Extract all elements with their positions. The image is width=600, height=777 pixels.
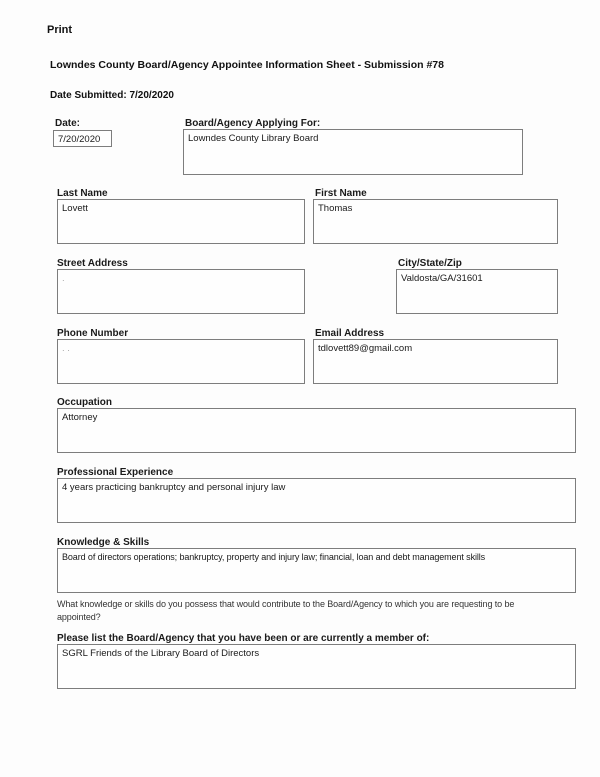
- first-name-field: Thomas: [313, 199, 558, 244]
- phone-number-label: Phone Number: [57, 328, 129, 339]
- email-address-label: Email Address: [315, 328, 385, 339]
- professional-experience-field: 4 years practicing bankruptcy and personal injury law: [57, 478, 576, 523]
- last-name-label: Last Name: [57, 188, 108, 199]
- member-of-field: SGRL Friends of the Library Board of Directors: [57, 644, 576, 689]
- knowledge-skills-field: Board of directors operations; bankruptcy, property and injury law; financial, loan and debt management skills: [57, 548, 576, 593]
- occupation-field: Attorney: [57, 408, 576, 453]
- city-state-zip-label: City/State/Zip: [398, 258, 462, 269]
- knowledge-skills-helper-text: What knowledge or skills do you possess that would contribute to the Board/Agency to which you are requesting to be appointed?: [57, 599, 515, 623]
- last-name-field: Lovett: [57, 199, 305, 244]
- occupation-label: Occupation: [57, 397, 113, 408]
- professional-experience-label: Professional Experience: [57, 467, 174, 478]
- member-of-label: Please list the Board/Agency that you have been or are currently a member of:: [57, 633, 430, 644]
- email-address-field: tdlovett89@gmail.com: [313, 339, 558, 384]
- street-address-label: Street Address: [57, 258, 128, 269]
- city-state-zip-field: Valdosta/GA/31601: [396, 269, 558, 314]
- phone-number-field: . .: [57, 339, 305, 384]
- date-submitted-text: Date Submitted: 7/20/2020: [50, 90, 174, 101]
- date-field: 7/20/2020: [53, 130, 112, 147]
- print-button[interactable]: Print: [47, 24, 73, 36]
- board-agency-field: Lowndes County Library Board: [183, 129, 523, 175]
- date-label: Date:: [55, 118, 81, 129]
- first-name-label: First Name: [315, 188, 367, 199]
- page-title: Lowndes County Board/Agency Appointee Information Sheet - Submission #78: [50, 59, 444, 71]
- board-agency-label: Board/Agency Applying For:: [185, 118, 321, 129]
- knowledge-skills-label: Knowledge & Skills: [57, 537, 150, 548]
- street-address-field: .: [57, 269, 305, 314]
